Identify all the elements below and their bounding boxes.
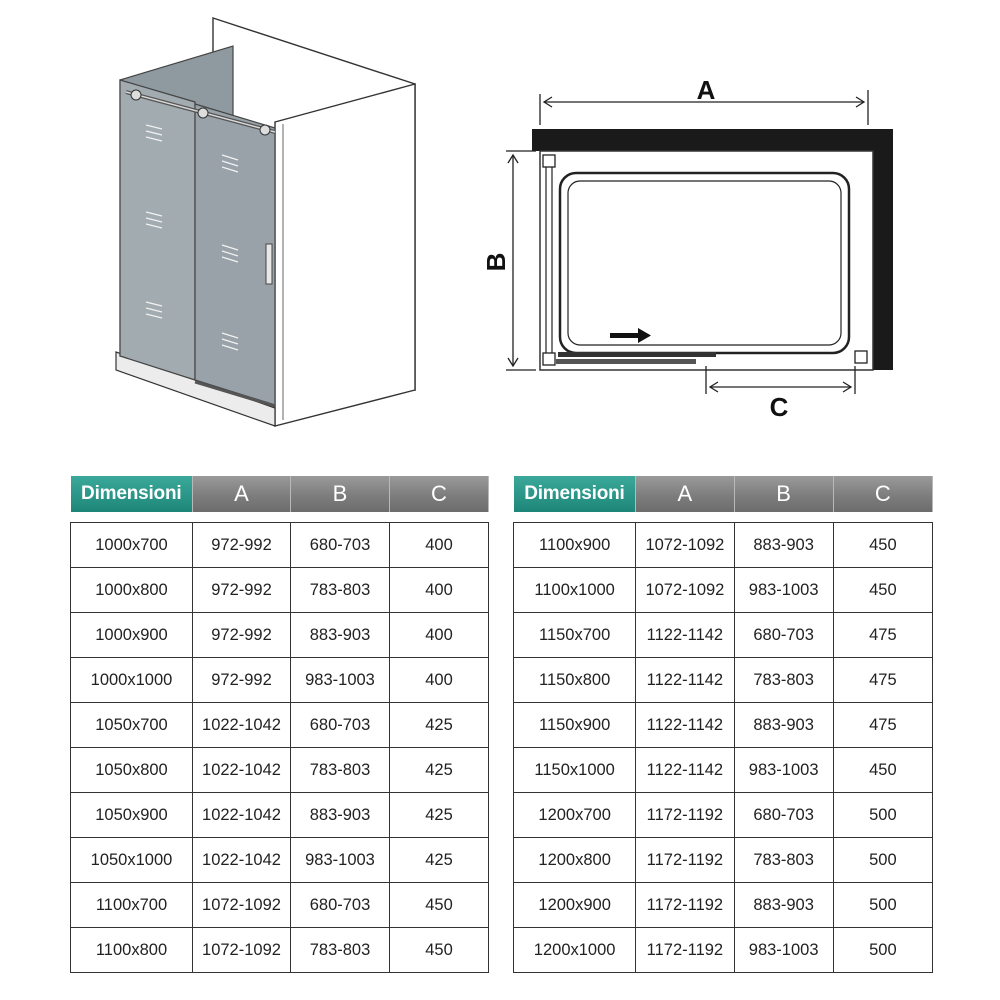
cell-b: 680-703 [291,883,390,928]
dimension-a-label: A [696,75,716,105]
cell-a: 1172-1192 [636,793,734,838]
cell-b: 983-1003 [291,838,390,883]
header-c: C [390,476,489,512]
cell-a: 1122-1142 [636,748,734,793]
table-row [71,658,489,703]
roller [260,125,270,135]
header-a: A [193,476,291,512]
cell-c: 425 [390,793,489,838]
door-handle [266,244,272,284]
table-row [514,793,933,838]
table-row [71,883,489,928]
cell-size: 1000x700 [71,523,193,568]
cell-a: 1172-1192 [636,838,734,883]
cell-size: 1200x1000 [514,928,636,973]
cell-size: 1200x900 [514,883,636,928]
plan-view-diagram [475,60,915,430]
cell-b: 680-703 [734,613,833,658]
cell-c: 450 [390,928,489,973]
size-table-right [513,476,933,973]
cell-c: 400 [390,658,489,703]
cell-a: 1022-1042 [193,703,291,748]
cell-b: 783-803 [734,658,833,703]
table-row [71,838,489,883]
cell-c: 400 [390,613,489,658]
roller [131,90,141,100]
cell-b: 883-903 [734,523,833,568]
cell-c: 425 [390,838,489,883]
cell-size: 1100x1000 [514,568,636,613]
cell-a: 1172-1192 [636,928,734,973]
header-b: B [734,476,833,512]
cell-size: 1150x1000 [514,748,636,793]
table-header-row [514,476,933,512]
cell-a: 972-992 [193,568,291,613]
cell-size: 1150x900 [514,703,636,748]
size-table-left [70,476,489,973]
top-wall [532,129,893,151]
table-row [71,928,489,973]
dimension-b-label: B [480,252,511,272]
cell-b: 883-903 [734,883,833,928]
cell-size: 1150x700 [514,613,636,658]
cell-size: 1050x800 [71,748,193,793]
cell-c: 500 [833,928,932,973]
cell-c: 475 [833,658,932,703]
cell-a: 1172-1192 [636,883,734,928]
cell-size: 1200x800 [514,838,636,883]
cell-b: 783-803 [291,928,390,973]
cell-b: 983-1003 [291,658,390,703]
cell-c: 475 [833,613,932,658]
cell-a: 1022-1042 [193,793,291,838]
cell-b: 783-803 [291,568,390,613]
cell-b: 983-1003 [734,928,833,973]
side-wall [275,84,415,426]
table-row [514,883,933,928]
cell-a: 1072-1092 [636,523,734,568]
cell-size: 1050x1000 [71,838,193,883]
table-row [71,748,489,793]
cell-size: 1000x900 [71,613,193,658]
table-row [71,793,489,838]
sliding-door-plan [558,352,716,357]
cell-a: 1022-1042 [193,838,291,883]
cell-b: 783-803 [291,748,390,793]
cell-b: 783-803 [734,838,833,883]
bracket [543,155,555,167]
table-row [514,658,933,703]
cell-size: 1000x800 [71,568,193,613]
table-row [514,928,933,973]
cell-c: 475 [833,703,932,748]
cell-c: 450 [833,523,932,568]
cell-size: 1150x800 [514,658,636,703]
table-row [71,523,489,568]
header-c: C [833,476,932,512]
bracket [543,353,555,365]
header-dimensioni: Dimensioni [71,476,193,512]
cell-a: 1122-1142 [636,658,734,703]
table-row [514,838,933,883]
bracket [855,351,867,363]
cell-c: 425 [390,748,489,793]
table-row [514,523,933,568]
table-row [514,613,933,658]
cell-c: 450 [390,883,489,928]
cell-a: 1022-1042 [193,748,291,793]
floor-outline [540,151,873,370]
table-row [514,568,933,613]
cell-c: 450 [833,748,932,793]
table-row [514,748,933,793]
dimension-c-label: C [769,392,789,422]
header-b: B [291,476,390,512]
cell-b: 883-903 [734,703,833,748]
cell-size: 1100x800 [71,928,193,973]
cell-b: 680-703 [734,793,833,838]
cell-a: 1072-1092 [193,883,291,928]
cell-b: 680-703 [291,523,390,568]
shower-enclosure-illustration [100,10,430,435]
table-header-row [71,476,489,512]
cell-c: 425 [390,703,489,748]
cell-b: 680-703 [291,703,390,748]
table-row [514,703,933,748]
cell-c: 500 [833,883,932,928]
cell-size: 1000x1000 [71,658,193,703]
cell-a: 972-992 [193,658,291,703]
cell-b: 983-1003 [734,568,833,613]
header-a: A [636,476,734,512]
cell-b: 883-903 [291,613,390,658]
fixed-panel-plan [546,158,552,358]
cell-a: 1122-1142 [636,613,734,658]
cell-a: 972-992 [193,523,291,568]
table-row [71,568,489,613]
cell-c: 400 [390,568,489,613]
roller [198,108,208,118]
table-row [71,703,489,748]
right-wall [873,129,893,370]
cell-c: 500 [833,793,932,838]
cell-size: 1100x700 [71,883,193,928]
cell-c: 450 [833,568,932,613]
cell-a: 972-992 [193,613,291,658]
cell-c: 400 [390,523,489,568]
table-row [71,613,489,658]
cell-size: 1200x700 [514,793,636,838]
cell-size: 1050x900 [71,793,193,838]
header-dimensioni: Dimensioni [514,476,636,512]
cell-b: 883-903 [291,793,390,838]
cell-a: 1072-1092 [193,928,291,973]
cell-c: 500 [833,838,932,883]
cell-size: 1050x700 [71,703,193,748]
cell-a: 1122-1142 [636,703,734,748]
shower-tray-plan [560,173,849,353]
cell-a: 1072-1092 [636,568,734,613]
cell-b: 983-1003 [734,748,833,793]
cell-size: 1100x900 [514,523,636,568]
slide-direction-arrow [610,328,651,343]
